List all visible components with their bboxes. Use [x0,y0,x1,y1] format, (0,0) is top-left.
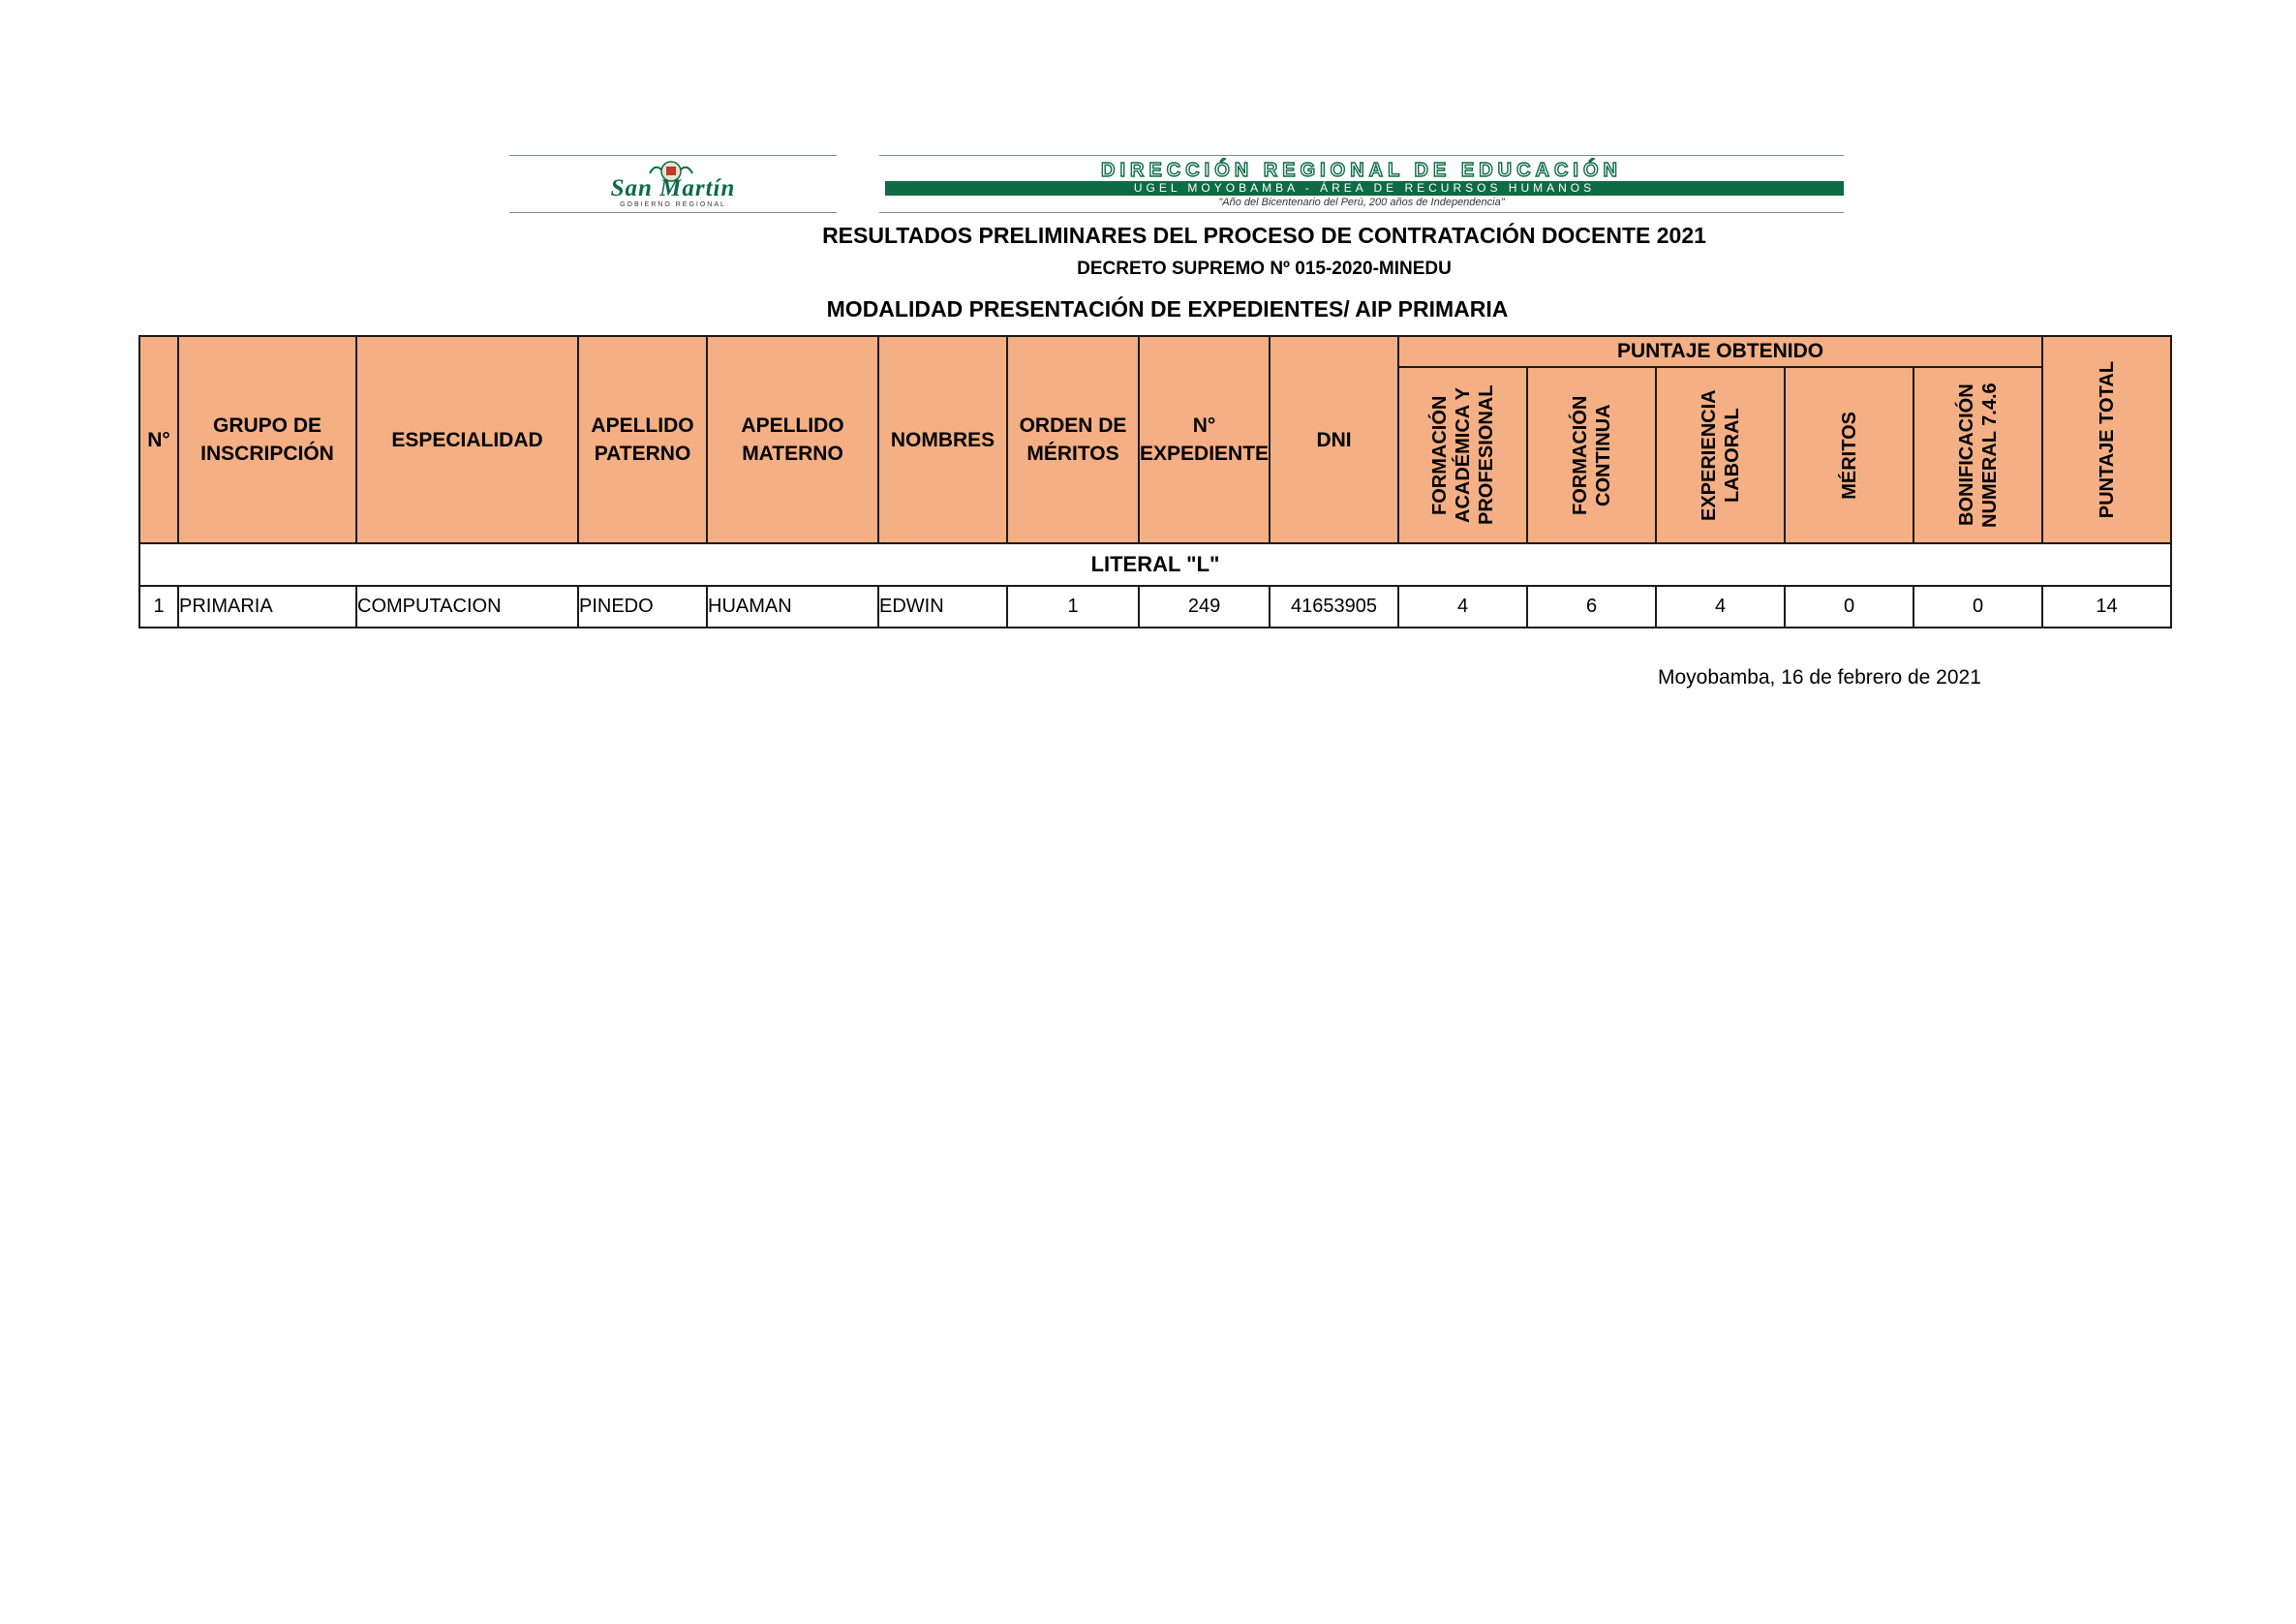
header-meritos-cell [1785,367,1913,543]
cell-formacion-continua: 6 [1527,586,1656,628]
dre-motto: "Año del Bicentenario del Perú, 200 años de Independencia" [1218,197,1505,208]
cell-total: 14 [2042,586,2171,628]
header-dni: DNI [1270,336,1398,543]
header-formacion-continua: FORMACIÓN CONTINUA [1569,395,1614,515]
header-total-cell [2042,336,2171,543]
footer-date: Moyobamba, 16 de febrero de 2021 [1658,666,1981,689]
cell-especialidad: COMPUTACION [356,586,578,628]
header-n: N° [139,336,178,543]
main-title: RESULTADOS PRELIMINARES DEL PROCESO DE CONTRATACIÓN DOCENTE 2021 [822,223,1706,248]
cell-experiencia: 4 [1656,586,1785,628]
cell-n: 1 [139,586,178,628]
modality-title: MODALIDAD PRESENTACIÓN DE EXPEDIENTES/ AIP PRIMARIA [826,296,1509,322]
header-expediente: N° EXPEDIENTE [1139,336,1270,543]
results-table [138,335,2172,628]
cell-materno: HUAMAN [707,586,878,628]
cell-dni: 41653905 [1270,586,1398,628]
header-grupo: GRUPO DE INSCRIPCIÓN [178,336,356,543]
cell-bonificacion: 0 [1913,586,2042,628]
cell-meritos: 0 [1785,586,1913,628]
header-experiencia: EXPERIENCIA LABORAL [1698,389,1743,521]
header-puntaje-obtenido: PUNTAJE OBTENIDO [1398,336,2042,367]
dre-band: UGEL MOYOBAMBA - ÁREA DE RECURSOS HUMANOS [885,181,1844,196]
header-meritos: MÉRITOS [1838,411,1860,500]
header-especialidad: ESPECIALIDAD [356,336,578,543]
header-bonificacion: BONIFICACIÓN NUMERAL 7.4.6 [1955,383,2001,528]
header-formacion-academica: FORMACIÓN ACADÉMICA Y PROFESIONAL [1428,384,1497,526]
table-row [139,586,2171,628]
header-bonificacion-cell [1913,367,2042,543]
cell-grupo: PRIMARIA [178,586,356,628]
header-nombres: NOMBRES [878,336,1007,543]
cell-paterno: PINEDO [578,586,707,628]
dre-title: DIRECCIÓN REGIONAL DE EDUCACIÓN [1101,160,1622,181]
cell-nombres: EDWIN [878,586,1007,628]
header-paterno: APELLIDO PATERNO [578,336,707,543]
cell-formacion-academica: 4 [1398,586,1527,628]
dre-banner [879,155,1844,213]
header-orden: ORDEN DE MÉRITOS [1007,336,1139,543]
cell-orden: 1 [1007,586,1139,628]
decree-title: DECRETO SUPREMO Nº 015-2020-MINEDU [1077,259,1452,279]
header-experiencia-cell [1656,367,1785,543]
san-martin-logo [509,155,837,213]
header-formacion-continua-cell [1527,367,1656,543]
logo-subtitle: GOBIERNO REGIONAL [620,201,726,208]
section-label: LITERAL "L" [139,543,2171,586]
header-formacion-academica-cell [1398,367,1527,543]
header-materno: APELLIDO MATERNO [707,336,878,543]
header-total: PUNTAJE TOTAL [2096,360,2118,519]
cell-expediente: 249 [1139,586,1270,628]
logo-name: San Martín [610,175,736,201]
